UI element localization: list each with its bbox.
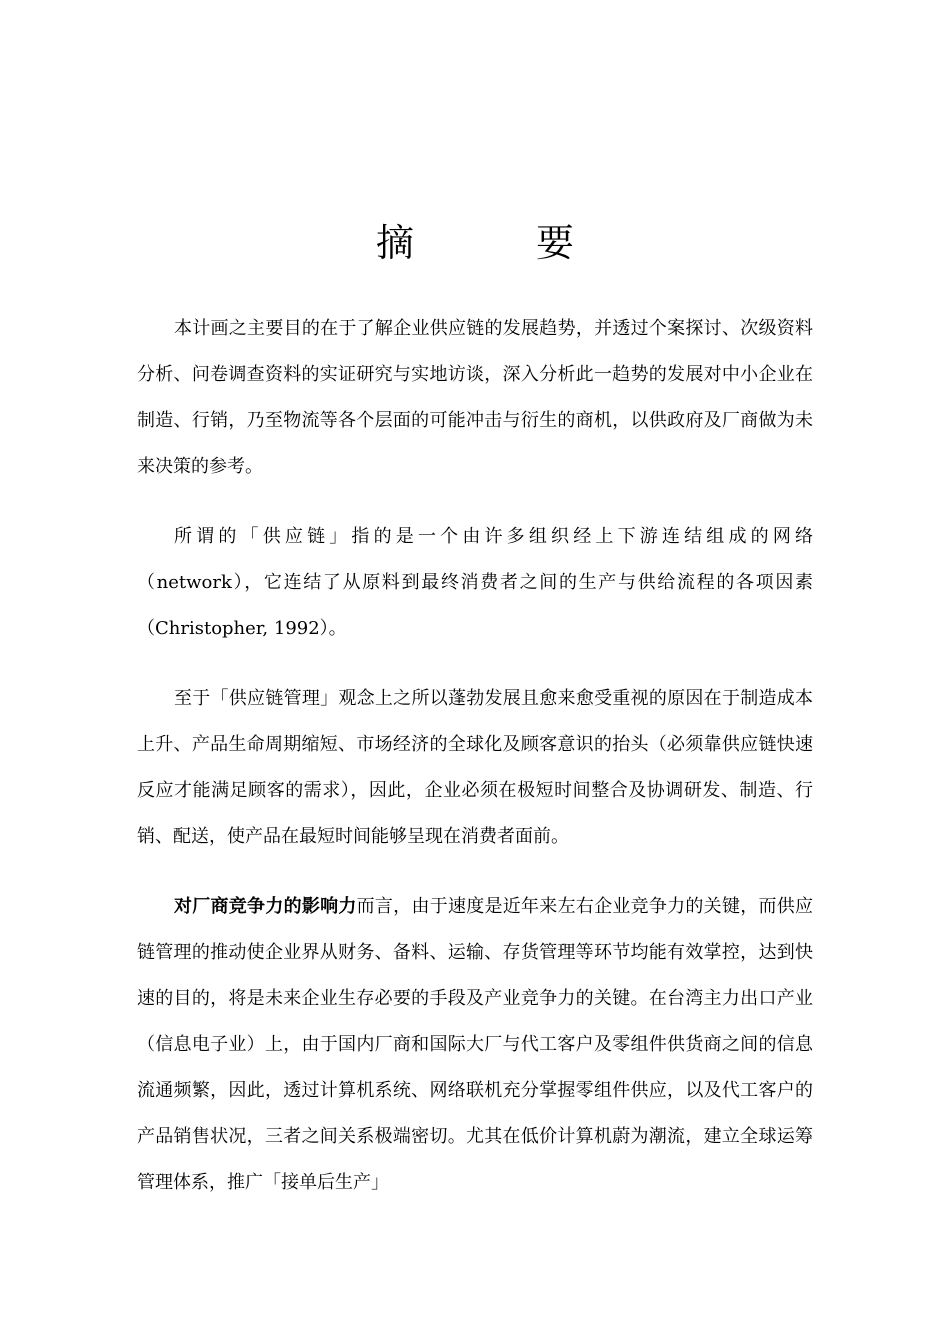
page-title: 摘 要: [375, 221, 616, 265]
paragraph-3-text: 至于「供应链管理」观念上之所以蓬勃发展且愈来愈受重视的原因在于制造成本上升、产品生命周期缩短、市场经济的全球化及顾客意识的抬头（必须靠供应链快速反应才能满足顾客的需求），因此，企业必须在极短时间整合及协调研发、制造、行销、配送，使产品在最短时间能够呈现在消费者面前。: [137, 688, 813, 847]
paragraph-3: [137, 676, 813, 860]
paragraph-2-text: 所谓的「供应链」指的是一个由许多组织经上下游连结组成的网络（network），它连结了从原料到最终消费者之间的生产与供给流程的各项因素（Christopher, 1992）。: [137, 526, 813, 639]
paragraph-1: [137, 306, 813, 490]
paragraph-1-text: 本计画之主要目的在于了解企业供应链的发展趋势，并透过个案探讨、次级资料分析、问卷调查资料的实证研究与实地访谈，深入分析此一趋势的发展对中小企业在制造、行销，乃至物流等各个层面的可能冲击与衍生的商机，以供政府及厂商做为未来决策的参考。: [137, 318, 813, 477]
paragraph-2: [137, 514, 813, 652]
paragraph-4-text: 而言，由于速度是近年来左右企业竞争力的关键，而供应链管理的推动使企业界从财务、备料、运输、存货管理等环节均能有效掌控，达到快速的目的，将是未来企业生存必要的手段及产业竞争力的关键。在台湾主力出口产业（信息电子业）上，由于国内厂商和国际大厂与代工客户及零组件供货商之间的信息流通频繁，因此，透过计算机系统、网络联机充分掌握零组件供应，以及代工客户的产品销售状况，三者之间关系极端密切。尤其在低价计算机蔚为潮流，建立全球运筹管理体系，推广「接单后生产」: [137, 896, 814, 1193]
abstract-body: [137, 306, 813, 1230]
paragraph-4: [137, 884, 813, 1206]
paragraph-4-bold-lead: 对厂商竞争力的影响力: [174, 896, 357, 917]
